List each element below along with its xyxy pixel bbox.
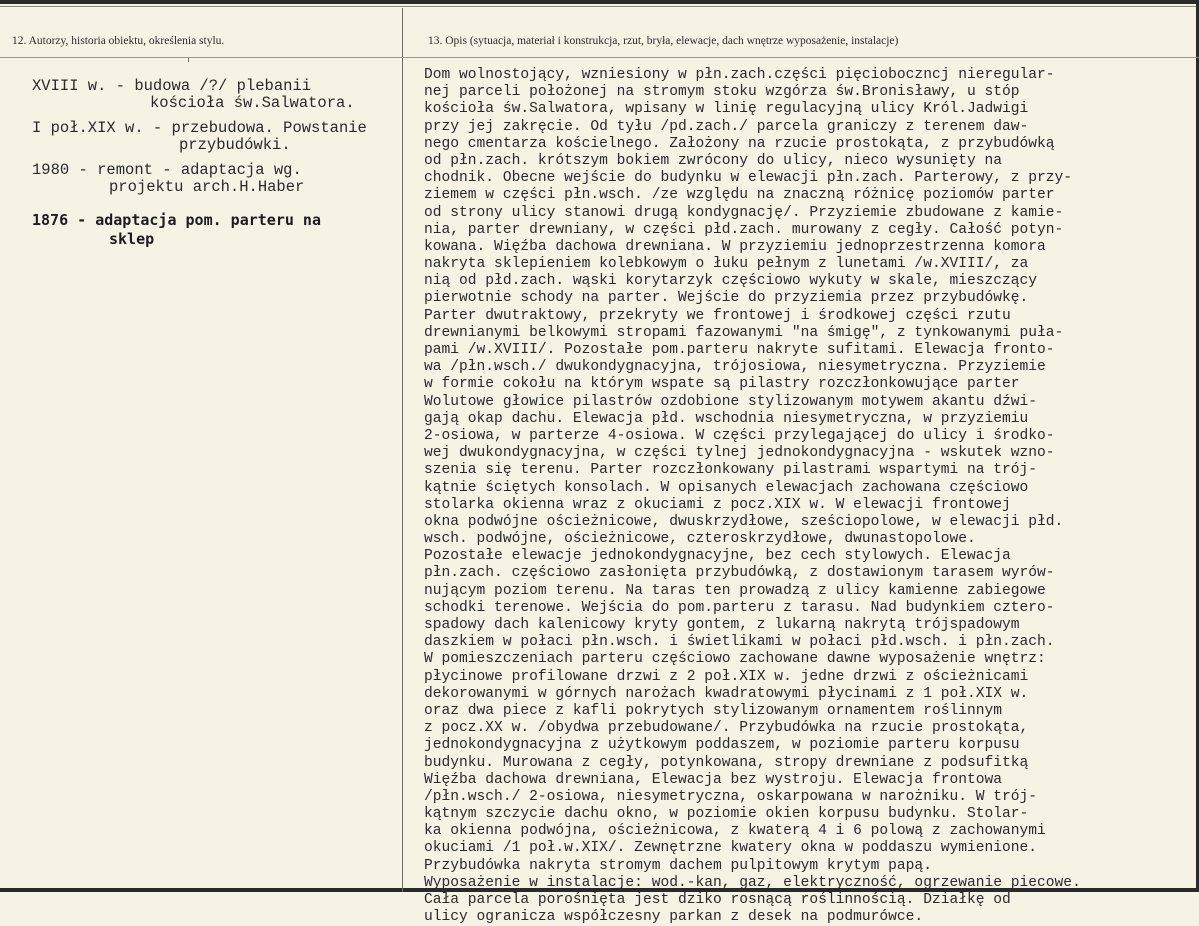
description-line: Cała parcela porośnięta jest dziko rosnącą roślinnością. Działkę od xyxy=(424,892,1011,908)
description-line: nego cmentarza kościelnego. Założony na rzucie prostokąta, z przybudówką xyxy=(424,135,1055,152)
description-line: z pocz.XX w. /obydwa przebudowane/. Przybudówka na rzucie prostokąta, xyxy=(424,720,1029,737)
description-line: Parter dwutraktowy, przekryty we frontowej i środkowej części rzutu xyxy=(424,307,1011,324)
history-entry-continuation: sklep xyxy=(109,230,155,248)
history-entry-line: I poł.XIX w. - przebudowa. Powstanie xyxy=(32,119,367,137)
description-line: w formie cokołu na którym wspate są pilastry rozczłonkowujące parter xyxy=(424,376,1020,393)
description-line: szenia się terenu. Parter rozczłonkowany pilastrami wspartymi na trój- xyxy=(424,462,1038,479)
description-line: dekorowanymi w górnych narożach kwadratowymi płycinami z 1 poł.XIX w. xyxy=(424,685,1029,702)
description-line: daszkiem w połaci płn.wsch. i świetlikami w połaci płd.wsch. i płn.zach. xyxy=(424,634,1055,651)
description-line: od płn.zach. krótszym bokiem zwrócony do ulicy, nieco wysunięty na xyxy=(424,152,1003,169)
top-border-thin xyxy=(0,6,1199,7)
description-line: gają okap dachu. Elewacja płd. wschodnia niesymetryczna, w przyziemiu xyxy=(424,410,1029,427)
section-13-header: 13. Opis (sytuacja, materiał i konstrukcja, rzut, bryła, elewacje, dach wnętrze wyposażenie, instalacje) xyxy=(428,35,899,47)
history-entry-continuation: przybudówki. xyxy=(179,136,291,154)
description-line: pierwotnie schody na parter. Wejście do przyziemia przez przybudówkę. xyxy=(424,290,1029,307)
history-entry xyxy=(32,211,321,249)
description-line: schodki terenowe. Wejścia do pom.parteru z tarasu. Nad budynkiem cztero- xyxy=(424,599,1055,616)
history-entry-line: 1980 - remont - adaptacja wg. xyxy=(32,161,302,179)
description-text xyxy=(424,67,1194,926)
description-line: budynku. Murowana z cegły, potynkowana, stropy drewniane z podsufitką xyxy=(424,754,1029,771)
history-entry-continuation: kościoła św.Salwatora. xyxy=(150,94,355,112)
description-line: przy jej zakręcie. Od tyłu /pd.zach./ parcela graniczy z terenem daw- xyxy=(424,118,1029,135)
description-line: płn.zach. częściowo zasłonięta przybudówką, z dostawionym tarasem wyrów- xyxy=(424,565,1055,582)
description-line: nej parceli położonej na stromym stoku wzgórza św.Bronisławy, u stóp xyxy=(424,84,1020,101)
description-line: pami /w.XVIII/. Pozostałe pom.parteru nakryte sufitami. Elewacja fronto- xyxy=(424,342,1055,358)
form-tick-mark xyxy=(188,58,189,62)
description-line: ulicy ogranicza współczesny parkan z desek na podmurówce. xyxy=(424,909,924,926)
header-divider xyxy=(0,57,1199,58)
description-line: jednokondygnacyjna z użytkowym poddaszem, w poziomie parteru korpusu xyxy=(424,737,1020,754)
description-line: kowana. Więźba dachowa drewniana. W przyziemiu jednoprzestrzenna komora xyxy=(424,238,1046,255)
description-line: okuciami /1 poł.w.XIX/. Zewnętrzne kwatery okna w poddaszu wymienione. xyxy=(424,840,1038,857)
history-entry-line: 1876 - adaptacja pom. parteru na xyxy=(32,211,321,229)
section-12-header: 12. Autorzy, historia obiektu, określenia stylu. xyxy=(12,35,225,47)
description-line: nią od płd.zach. wąski korytarzyk częściowo wykuty w skale, mieszczący xyxy=(424,273,1038,290)
description-line: wa /płn.wsch./ dwukondygnacyjna, trójosiowa, niesymetryczna. Przyziemie xyxy=(424,359,1046,376)
column-divider xyxy=(402,8,403,892)
description-line: ziemem w części płn.wsch. /ze względu na znaczną różnicę poziomów parter xyxy=(424,187,1055,204)
description-line: Wyposażenie w instalacje: wod.-kan, gaz, elektryczność, ogrzewanie piecowe. xyxy=(424,874,1081,891)
description-line: nia, parter drewniany, w części płd.zach. murowany z cegły. Całość potyn- xyxy=(424,221,1064,238)
history-entry xyxy=(32,78,355,112)
description-line: nakryta sklepieniem kolebkowym o łuku pełnym z lunetami /w.XVIII/, za xyxy=(424,256,1029,273)
description-line: drewnianymi belkowymi stropami fazowanymi "na śmigę", z tynkowanymi puła- xyxy=(424,324,1064,341)
history-entry xyxy=(32,162,304,196)
history-entry-line: XVIII w. - budowa /?/ plebanii xyxy=(32,77,312,95)
description-line: kościoła św.Salwatora, wpisany w linię regulacyjną ulicy Król.Jadwigi xyxy=(424,101,1029,118)
description-line: wej dwukondygnacyjna, w części tylnej jednokondygnacyjna - wskutek wzno- xyxy=(424,445,1055,462)
description-line: kątnie ściętych konsolach. W opisanych elewacjach zachowana częściowo xyxy=(424,479,1029,496)
description-line: spadowy dach kalenicowy kryty gontem, z lukarną nakrytą trójspadowym xyxy=(424,617,1020,633)
description-line: 2-osiowa, w parterze 4-osiowa. W części przylegającej do ulicy i środko- xyxy=(424,427,1055,444)
description-line: płycinowe profilowane drzwi z 2 poł.XIX w. jedne drzwi z ościeżnicami xyxy=(424,668,1029,685)
description-line: W pomieszczeniach parteru częściowo zachowane dawne wyposażenie wnętrz: xyxy=(424,651,1046,668)
top-border xyxy=(0,0,1199,4)
description-line: ka okienna podwójna, ościeżnicowa, z kwaterą 4 i 6 polową z zachowanymi xyxy=(424,823,1046,840)
description-line: /płn.wsch./ 2-osiowa, niesymetryczna, oskarpowana w narożniku. W trój- xyxy=(424,788,1038,805)
description-line: Więźba dachowa drewniana, Elewacja bez wystroju. Elewacja frontowa xyxy=(424,771,1003,788)
description-line: kątnym szczycie dachu okno, w poziomie okien korpusu budynku. Stolar- xyxy=(424,806,1029,823)
description-line: stolarka okienna wraz z okuciami z pocz.XIX w. W elewacji frontowej xyxy=(424,496,1011,513)
description-line: oraz dwa piece z kafli pokrytych stylizowanym ornamentem roślinnym xyxy=(424,702,1003,719)
description-line: Przybudówka nakryta stromym dachem pulpitowym krytym papą. xyxy=(424,857,932,874)
description-line: okna podwójne ościeżnicowe, dwuskrzydłowe, sześciopolowe, w elewacji płd. xyxy=(424,513,1064,530)
description-line: Wolutowe głowice pilastrów ozdobione stylizowanym motywem akantu dźwi- xyxy=(424,393,1038,410)
history-entry xyxy=(32,120,367,154)
description-line: od strony ulicy stanowi drugą kondygnację/. Przyziemie zbudowane z kamie- xyxy=(424,204,1064,221)
description-line: wsch. podwójne, ościeżnicowe, czteroskrzydłowe, dwunastopolowe. xyxy=(424,531,976,548)
description-line: nującym poziom terenu. Na taras ten prowadzą z ulicy kamienne zabiegowe xyxy=(424,582,1046,599)
description-line: chodnik. Obecne wejście do budynku w elewacji płn.zach. Parterowy, z przy- xyxy=(424,170,1073,187)
description-line: Pozostałe elewacje jednokondygnacyjne, bez cech stylowych. Elewacja xyxy=(424,548,1011,565)
history-entry-continuation: projektu arch.H.Haber xyxy=(109,178,305,196)
description-line: Dom wolnostojący, wzniesiony w płn.zach.części pięcioboczncj nieregular- xyxy=(424,67,1055,83)
